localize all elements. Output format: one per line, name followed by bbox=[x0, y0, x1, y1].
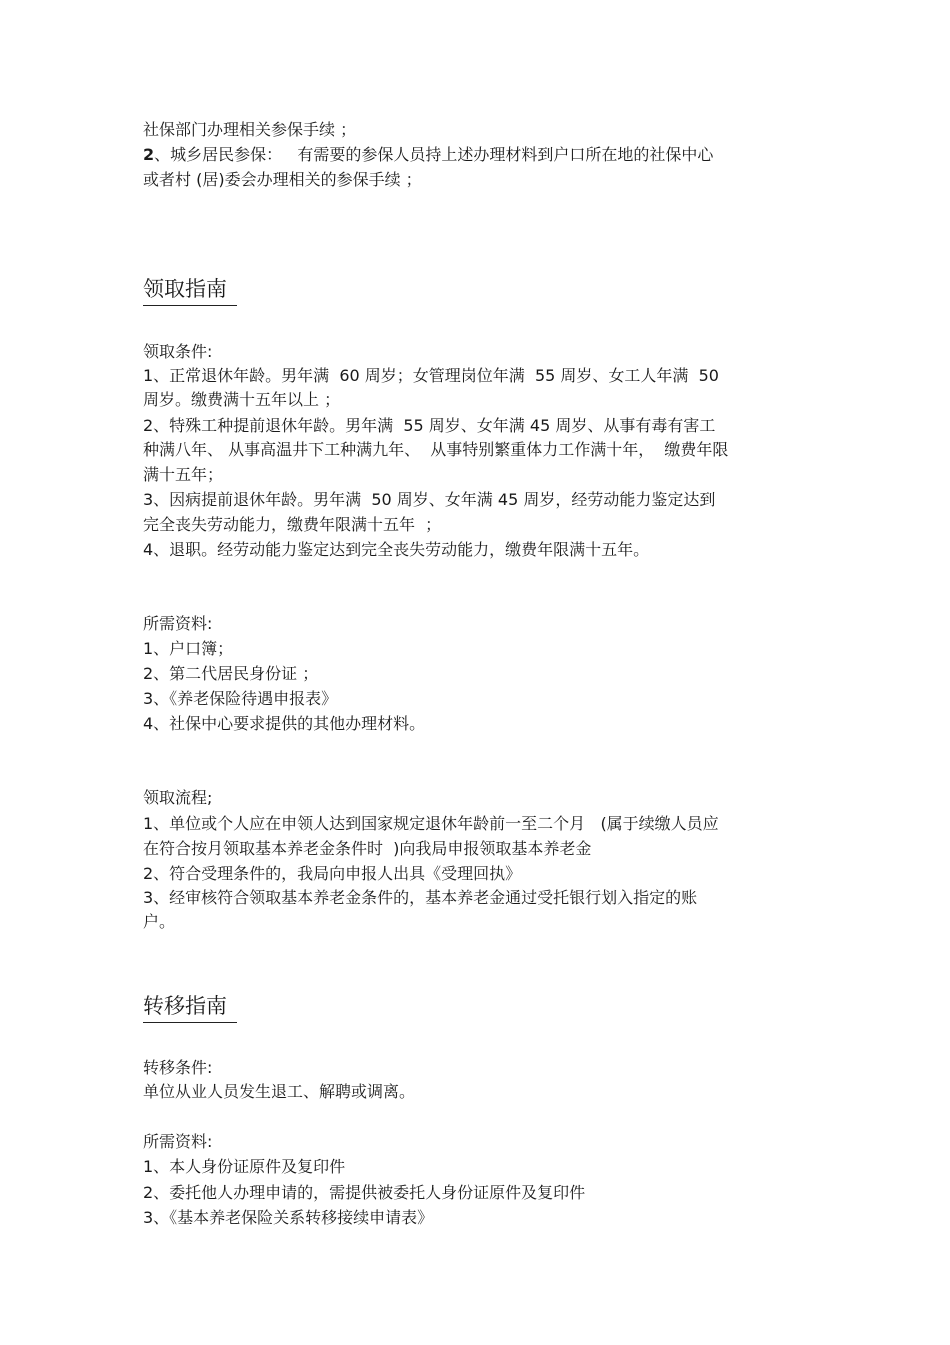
pension-condition-line: 周岁。缴费满十五年以上 ； bbox=[143, 390, 341, 409]
pension-process-line: 在符合按月领取基本养老金条件时 )向我局申报领取基本养老金 bbox=[143, 839, 592, 858]
pension-conditions-label: 领取条件: bbox=[143, 342, 213, 361]
transfer-conditions-label: 转移条件: bbox=[143, 1058, 213, 1077]
transfer-material-item: 1、本人身份证原件及复印件 bbox=[143, 1157, 346, 1176]
urban-rural-insurance-line bbox=[143, 145, 713, 165]
pension-condition-line: 满十五年； bbox=[143, 465, 224, 484]
pension-condition-line: 种满八年、 从事高温井下工种满九年、 从事特别繁重体力工作满十年， 缴费年限 bbox=[143, 440, 729, 459]
pension-process-line: 户。 bbox=[143, 912, 176, 931]
transfer-guide-title: 转移指南 bbox=[143, 993, 237, 1023]
pension-condition-line: 3、因病提前退休年龄。男年满 50 周岁、女年满 45 周岁，经劳动能力鉴定达到 bbox=[143, 490, 716, 509]
pension-process-line: 1、单位或个人应在申领人达到国家规定退休年龄前一至二个月 (属于续缴人员应 bbox=[143, 814, 719, 833]
pension-material-item: 1、户口簿； bbox=[143, 639, 234, 658]
transfer-condition-line: 单位从业人员发生退工、解聘或调离。 bbox=[143, 1082, 416, 1101]
pension-process-line: 2、符合受理条件的，我局向申报人出具《受理回执》 bbox=[143, 864, 522, 883]
transfer-material-item: 2、委托他人办理申请的，需提供被委托人身份证原件及复印件 bbox=[143, 1183, 586, 1202]
pension-condition-line: 4、退职。经劳动能力鉴定达到完全丧失劳动能力，缴费年限满十五年。 bbox=[143, 540, 650, 559]
pension-process-line: 3、经审核符合领取基本养老金条件的，基本养老金通过受托银行划入指定的账 bbox=[143, 888, 698, 907]
pension-material-item: 3、《养老保险待遇申报表》 bbox=[143, 689, 338, 708]
social-security-dept-line: 社保部门办理相关参保手续 ； bbox=[143, 120, 357, 139]
item-text: 、城乡居民参保： 有需要的参保人员持上述办理材料到户口所在地的社保中心 bbox=[154, 145, 714, 164]
pension-process-label: 领取流程; bbox=[143, 788, 213, 807]
item-number: 2 bbox=[143, 145, 155, 164]
pension-condition-line: 完全丧失劳动能力，缴费年限满十五年 ； bbox=[143, 515, 442, 534]
pension-condition-line: 1、正常退休年龄。男年满 60 周岁；女管理岗位年满 55 周岁、女工人年满 50 bbox=[143, 366, 719, 385]
pension-material-item: 2、第二代居民身份证 ； bbox=[143, 664, 319, 683]
village-committee-line: 或者村 (居)委会办理相关的参保手续 ； bbox=[143, 170, 422, 189]
pension-guide-title: 领取指南 bbox=[143, 276, 237, 306]
pension-material-item: 4、社保中心要求提供的其他办理材料。 bbox=[143, 714, 426, 733]
transfer-material-item: 3、《基本养老保险关系转移接续申请表》 bbox=[143, 1208, 434, 1227]
transfer-materials-label: 所需资料: bbox=[143, 1132, 213, 1151]
pension-condition-line: 2、特殊工种提前退休年龄。男年满 55 周岁、女年满 45 周岁、从事有毒有害工 bbox=[143, 416, 716, 435]
pension-materials-label: 所需资料: bbox=[143, 614, 213, 633]
